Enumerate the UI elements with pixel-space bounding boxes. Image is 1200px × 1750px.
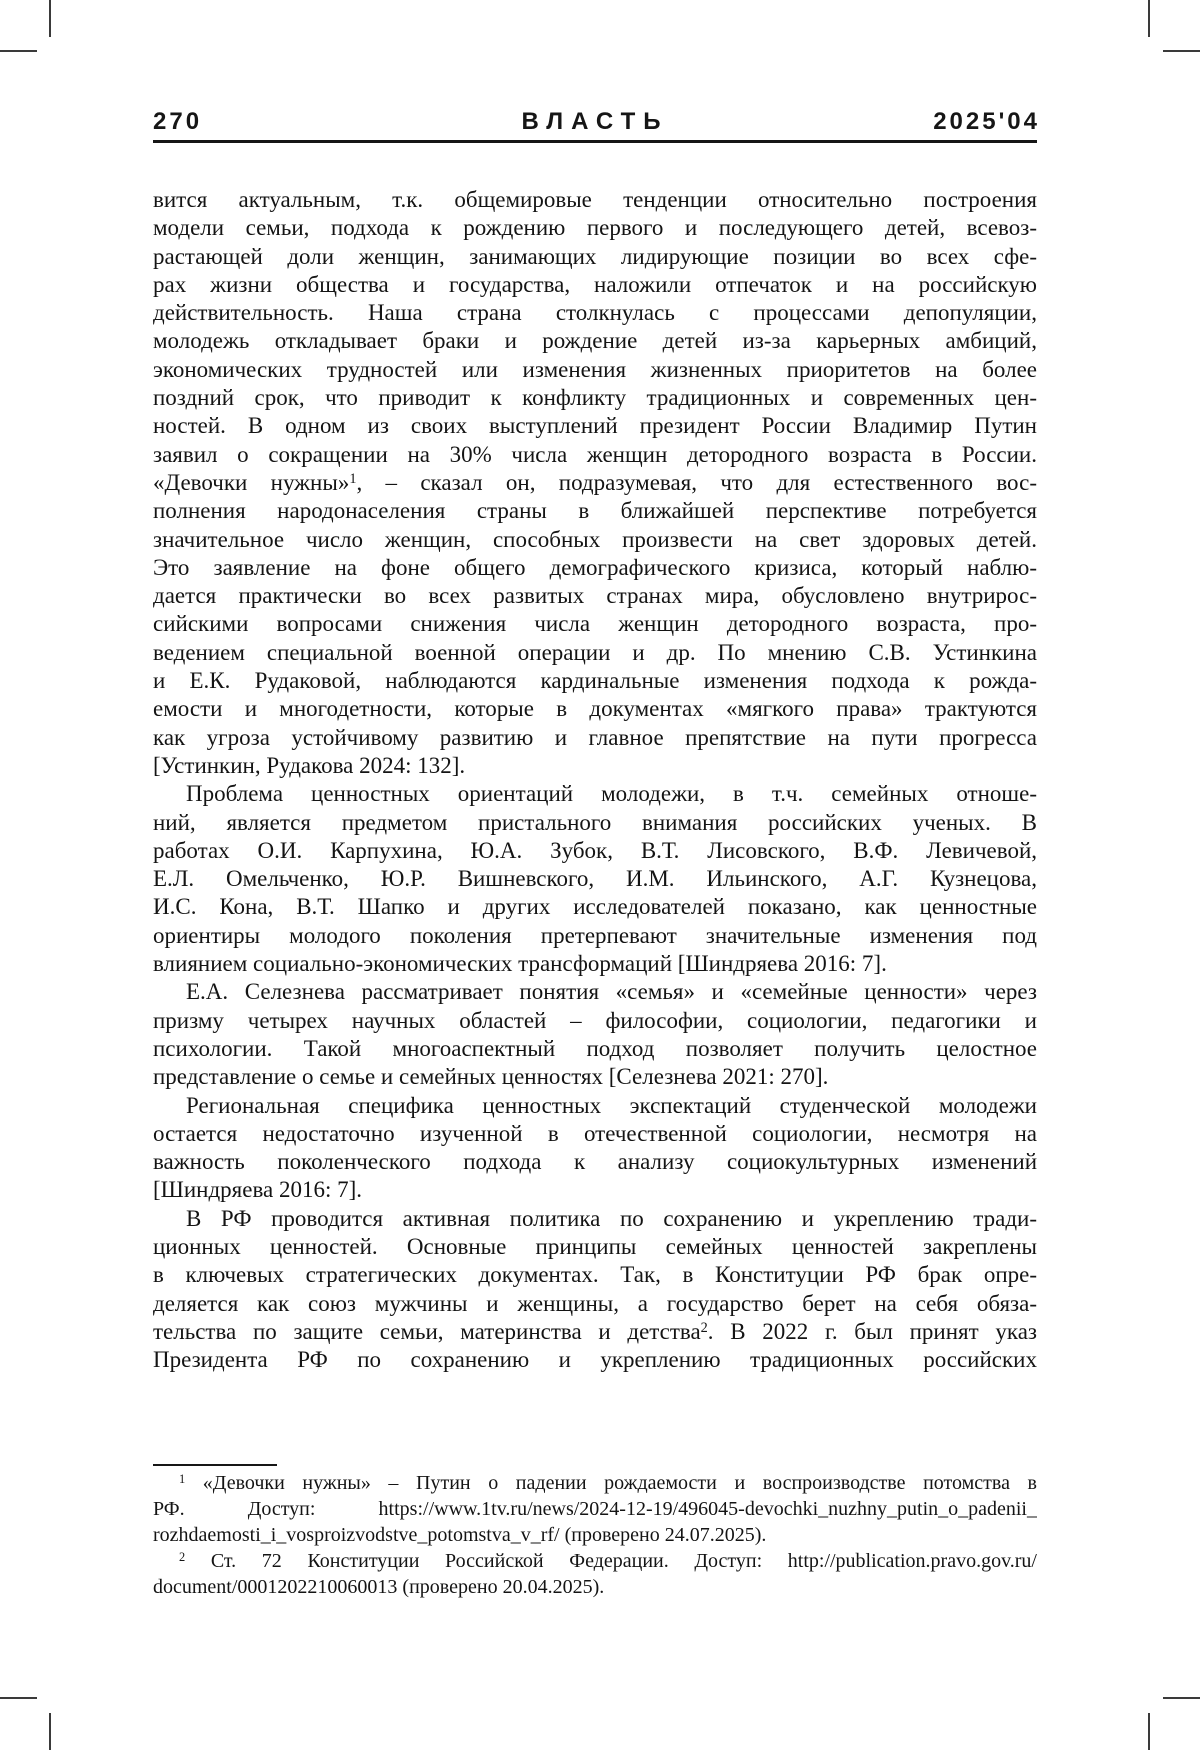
crop-mark-top-right-horizontal [1163,50,1200,52]
crop-mark-top-left-vertical [49,0,51,37]
text-line: Региональная специфика ценностных экспектаций студенческой молодежи [186,1092,1037,1118]
text-line: вится актуальным, т.к. общемировые тенденции относительно построения [153,187,1037,212]
text-line: деляется как союз мужчины и женщины, а государство берет на себя обяза- [153,1290,1037,1316]
text-line: ний, является предметом пристального внимания российских ученых. В [153,809,1037,835]
text-line: дается практически во всех развитых странах мира, обусловлено внутрирос- [153,583,1037,609]
text-line: Е.Л. Омельченко, Ю.Р. Вишневского, И.М. Ильинского, А.Г. Кузнецова, [153,866,1037,892]
text-line: сийскими вопросами снижения числа женщин детородного возраста, про- [153,611,1037,637]
text-line: Е.А. Селезнева рассматривает понятия «семья» и «семейные ценности» через [186,979,1037,1005]
journal-title: ВЛАСТЬ [521,108,669,135]
crop-mark-top-left-horizontal [0,50,37,52]
text-line: ориентиры молодого поколения претерпевают значительные изменения под [153,922,1037,948]
text-line: полнения народонаселения страны в ближайшей перспективе потребуется [153,498,1037,524]
text-line: емости и многодетности, которые в документах «мягкого права» трактуются [153,696,1037,722]
footnote [153,1470,1037,1548]
footnote-marker: 1 [349,470,357,487]
crop-mark-bottom-left-vertical [49,1713,51,1750]
text-line: рах жизни общества и государства, наложили отпечаток и на российскую [153,271,1037,297]
paragraph [153,780,1037,978]
text-line: и Е.К. Рудаковой, наблюдаются кардинальные изменения подхода к рожда- [153,668,1037,694]
running-head [153,104,1040,136]
footnote-marker: 2 [700,1319,708,1336]
text-line: ционных ценностей. Основные принципы семейных ценностей закреплены [153,1233,1037,1259]
issue-number: 2025'04 [933,108,1040,135]
paragraph [153,186,1037,780]
text-line: ностей. В одном из своих выступлений президент России Владимир Путин [153,413,1037,439]
text-line: «Девочки нужны»$^1$, – сказал он, подразумевая, что для естественного вос- [153,469,1037,495]
text-line: модели семьи, подхода к рождению первого и последующего детей, всевоз- [153,215,1037,241]
text-line: экономических трудностей или изменения жизненных приоритетов на более [153,356,1037,382]
crop-mark-bottom-right-horizontal [1163,1697,1200,1699]
text-line: действительность. Наша страна столкнулась с процессами депопуляции, [153,300,1037,326]
text-line: растающей доли женщин, занимающих лидирующие позиции во всех сфе- [153,243,1037,269]
text-line: призму четырех научных областей – философии, социологии, педагогики и [153,1007,1037,1033]
text-line: работах О.И. Карпухина, Ю.А. Зубок, В.Т. Лисовского, В.Ф. Левичевой, [153,837,1037,863]
body-text [153,186,1037,1374]
footnote-line: $^2$ Ст. 72 Конституции Российской Федерации. Доступ: http://publication.pravo.gov.ru/ [179,1549,1037,1572]
crop-mark-top-right-vertical [1148,0,1150,37]
footnotes [153,1470,1037,1600]
footnote-line: $^1$ «Девочки нужны» – Путин о падении рождаемости и воспроизводстве потомства в [179,1471,1037,1494]
footnote-line: РФ. Доступ: https://www.1tv.ru/news/2024-12-19/496045-devochki_nuzhny_putin_o_padenii_ [153,1498,1037,1520]
footnote-rule [153,1464,277,1466]
page-number: 270 [153,108,203,135]
text-line: психологии. Такой многоаспектный подход позволяет получить целостное [153,1035,1037,1061]
text-line: поздний срок, что приводит к конфликту традиционных и современных цен- [153,385,1037,411]
text-line: В РФ проводится активная политика по сохранению и укреплению тради- [186,1205,1037,1231]
footnote-line: rozhdaemosti_i_vosproizvodstve_potomstva_v_rf/ (проверено 24.07.2025). [153,1524,767,1546]
paragraph [153,1092,1037,1205]
text-line: влиянием социально-экономических трансформаций [Шиндряева 2016: 7]. [153,951,887,977]
text-line: Это заявление на фоне общего демографического кризиса, который наблю- [153,554,1037,580]
text-line: представление о семье и семейных ценностях [Селезнева 2021: 270]. [153,1064,829,1090]
crop-mark-bottom-right-vertical [1148,1713,1150,1750]
footnote-marker: 2 [179,1549,186,1564]
text-line: как угроза устойчивому развитию и главное препятствие на пути прогресса [153,724,1037,750]
text-line: ведением специальной военной операции и др. По мнению С.В. Устинкина [153,639,1037,665]
text-line: важность поколенческого подхода к анализу социокультурных изменений [153,1149,1037,1175]
text-line: [Устинкин, Рудакова 2024: 132]. [153,752,466,778]
header-rule [153,140,1037,143]
text-line: в ключевых стратегических документах. Так, в Конституции РФ брак опре- [153,1262,1037,1288]
paragraph [153,1205,1037,1375]
text-line: [Шиндряева 2016: 7]. [153,1177,363,1203]
text-line: Президента РФ по сохранению и укреплению традиционных российских [153,1347,1037,1373]
text-line: молодежь откладывает браки и рождение детей из-за карьерных амбиций, [153,328,1037,354]
text-line: значительное число женщин, способных произвести на свет здоровых детей. [153,526,1037,552]
text-line: остается недостаточно изученной в отечественной социологии, несмотря на [153,1120,1037,1146]
footnote [153,1548,1037,1600]
text-line: И.С. Кона, В.Т. Шапко и других исследователей показано, как ценностные [153,894,1037,920]
text-line: заявил о сокращении на 30% числа женщин детородного возраста в России. [153,441,1037,467]
text-line: тельства по защите семьи, материнства и детства$^2$. В 2022 г. был принят указ [153,1318,1037,1344]
text-line: Проблема ценностных ориентаций молодежи, в т.ч. семейных отноше- [186,781,1037,807]
footnote-marker: 1 [179,1471,186,1486]
paragraph [153,978,1037,1091]
crop-mark-bottom-left-horizontal [0,1697,37,1699]
footnote-line: document/0001202210060013 (проверено 20.04.2025). [153,1576,605,1598]
